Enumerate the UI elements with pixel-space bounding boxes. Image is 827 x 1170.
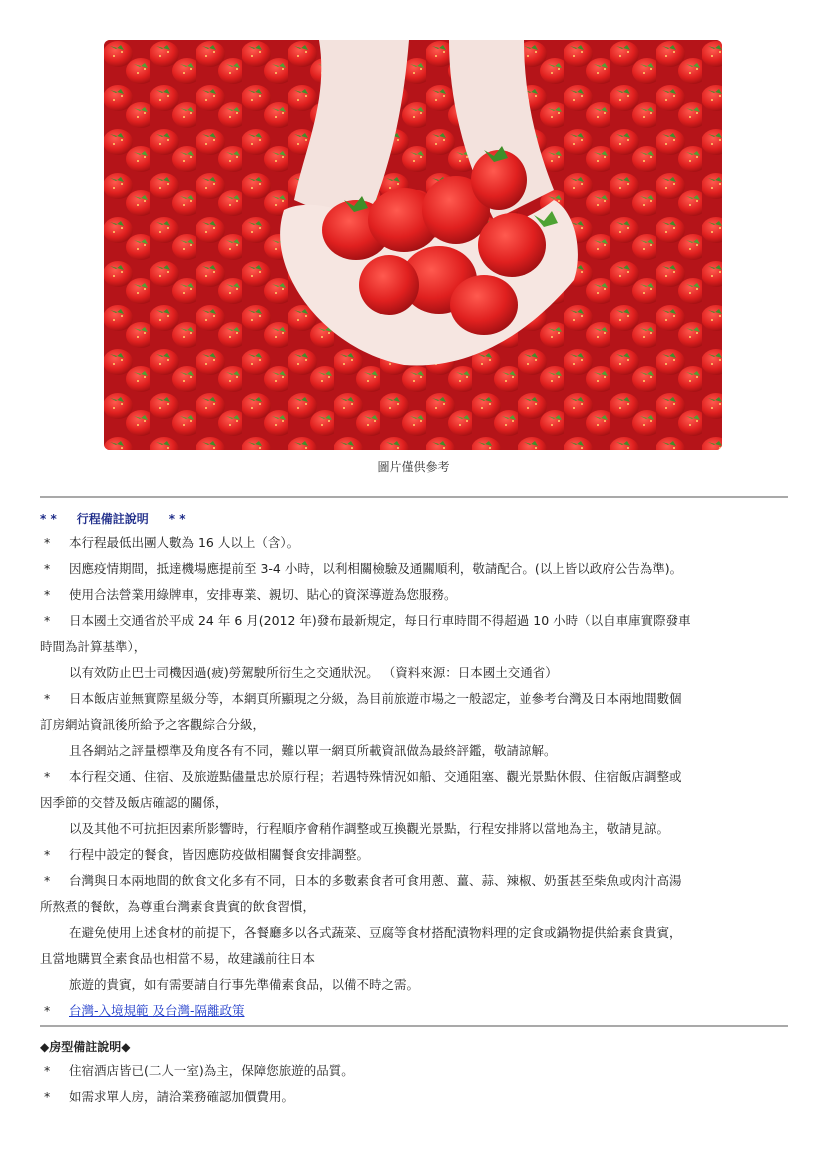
note-item: * 因應疫情期間，抵達機場應提前至 3-4 小時，以利相關檢驗及通關順利，敬請配合。(以上皆以政府公告為準)。: [44, 561, 683, 576]
strawberries-illustration: [104, 40, 722, 450]
note-item-continued: 且當地購買全素食品也相當不易，故建議前往日本: [40, 951, 316, 966]
room-notes-section: [40, 1036, 788, 1110]
taiwan-entry-policy-link[interactable]: 台灣-入境規範 及台灣-隔離政策: [69, 1003, 245, 1018]
itinerary-notes-section: [40, 508, 788, 1024]
room-note-item: * 如需求單人房，請洽業務確認加價費用。: [44, 1089, 295, 1104]
note-item: * 日本國土交通省於平成 24 年 6 月(2012 年)發布最新規定，每日行車時間不得超過 10 小時（以自車庫實際發車: [44, 613, 691, 628]
room-note-item: * 住宿酒店皆已(二人一室)為主，保障您旅遊的品質。: [44, 1063, 354, 1078]
note-item-continued: 因季節的交替及飯店確認的關係，: [40, 795, 228, 810]
itinerary-notes-title: * * 行程備註說明 * *: [40, 512, 186, 526]
note-item: * 日本飯店並無實際星級分等，本網頁所顯現之分級，為目前旅遊市場之一般認定，並參考台灣及日本兩地間數個: [44, 691, 682, 706]
note-item: * 台灣與日本兩地間的飲食文化多有不同，日本的多數素食者可食用蔥、薑、蒜、辣椒、奶蛋甚至柴魚或肉汁高湯: [44, 873, 682, 888]
note-item: * 使用合法營業用綠牌車，安排專業、親切、貼心的資深導遊為您服務。: [44, 587, 457, 602]
note-item-indented: 以及其他不可抗拒因素所影響時，行程順序會稍作調整或互換觀光景點，行程安排將以當地為主，敬請見諒。: [69, 821, 670, 836]
note-item: * 本行程最低出團人數為 16 人以上（含）。: [44, 535, 300, 550]
note-item: * 本行程交通、住宿、及旅遊點儘量忠於原行程；若遇特殊情況如船、交通阻塞、觀光景點休假、住宿飯店調整或: [44, 769, 682, 784]
note-item-indented: 旅遊的貴賓，如有需要請自行事先準備素食品，以備不時之需。: [69, 977, 420, 992]
note-item-indented: 以有效防止巴士司機因過(疲)勞駕駛所衍生之交通狀況。 （資料來源：日本國土交通省）: [69, 665, 558, 680]
image-caption: 圖片僅供參考: [377, 460, 450, 474]
title-stars-right: * *: [168, 512, 186, 526]
note-item-continued: 時間為計算基準），: [40, 639, 147, 654]
divider: [40, 496, 788, 498]
note-item-continued: 訂房網站資訊後所給予之客觀綜合分級，: [40, 717, 266, 732]
divider: [40, 1025, 788, 1027]
note-item-indented: 且各網站之評量標準及角度各有不同，難以單一網頁所載資訊做為最終評鑑，敬請諒解。: [69, 743, 557, 758]
room-notes-title: ◆房型備註說明◆: [40, 1040, 131, 1054]
title-stars-left: * *: [40, 512, 57, 526]
note-item-indented: 在避免使用上述食材的前提下，各餐廳多以各式蔬菜、豆腐等食材搭配漬物料理的定食或鍋物提供給素食貴賓，: [69, 925, 682, 940]
strawberries-photo: [104, 40, 722, 450]
note-item-link-row: * 台灣-入境規範 及台灣-隔離政策: [44, 1003, 245, 1018]
note-item: * 行程中設定的餐食，皆因應防疫做相關餐食安排調整。: [44, 847, 370, 862]
note-item-continued: 所熬煮的餐飲，為尊重台灣素食貴賓的飲食習慣，: [40, 899, 316, 914]
